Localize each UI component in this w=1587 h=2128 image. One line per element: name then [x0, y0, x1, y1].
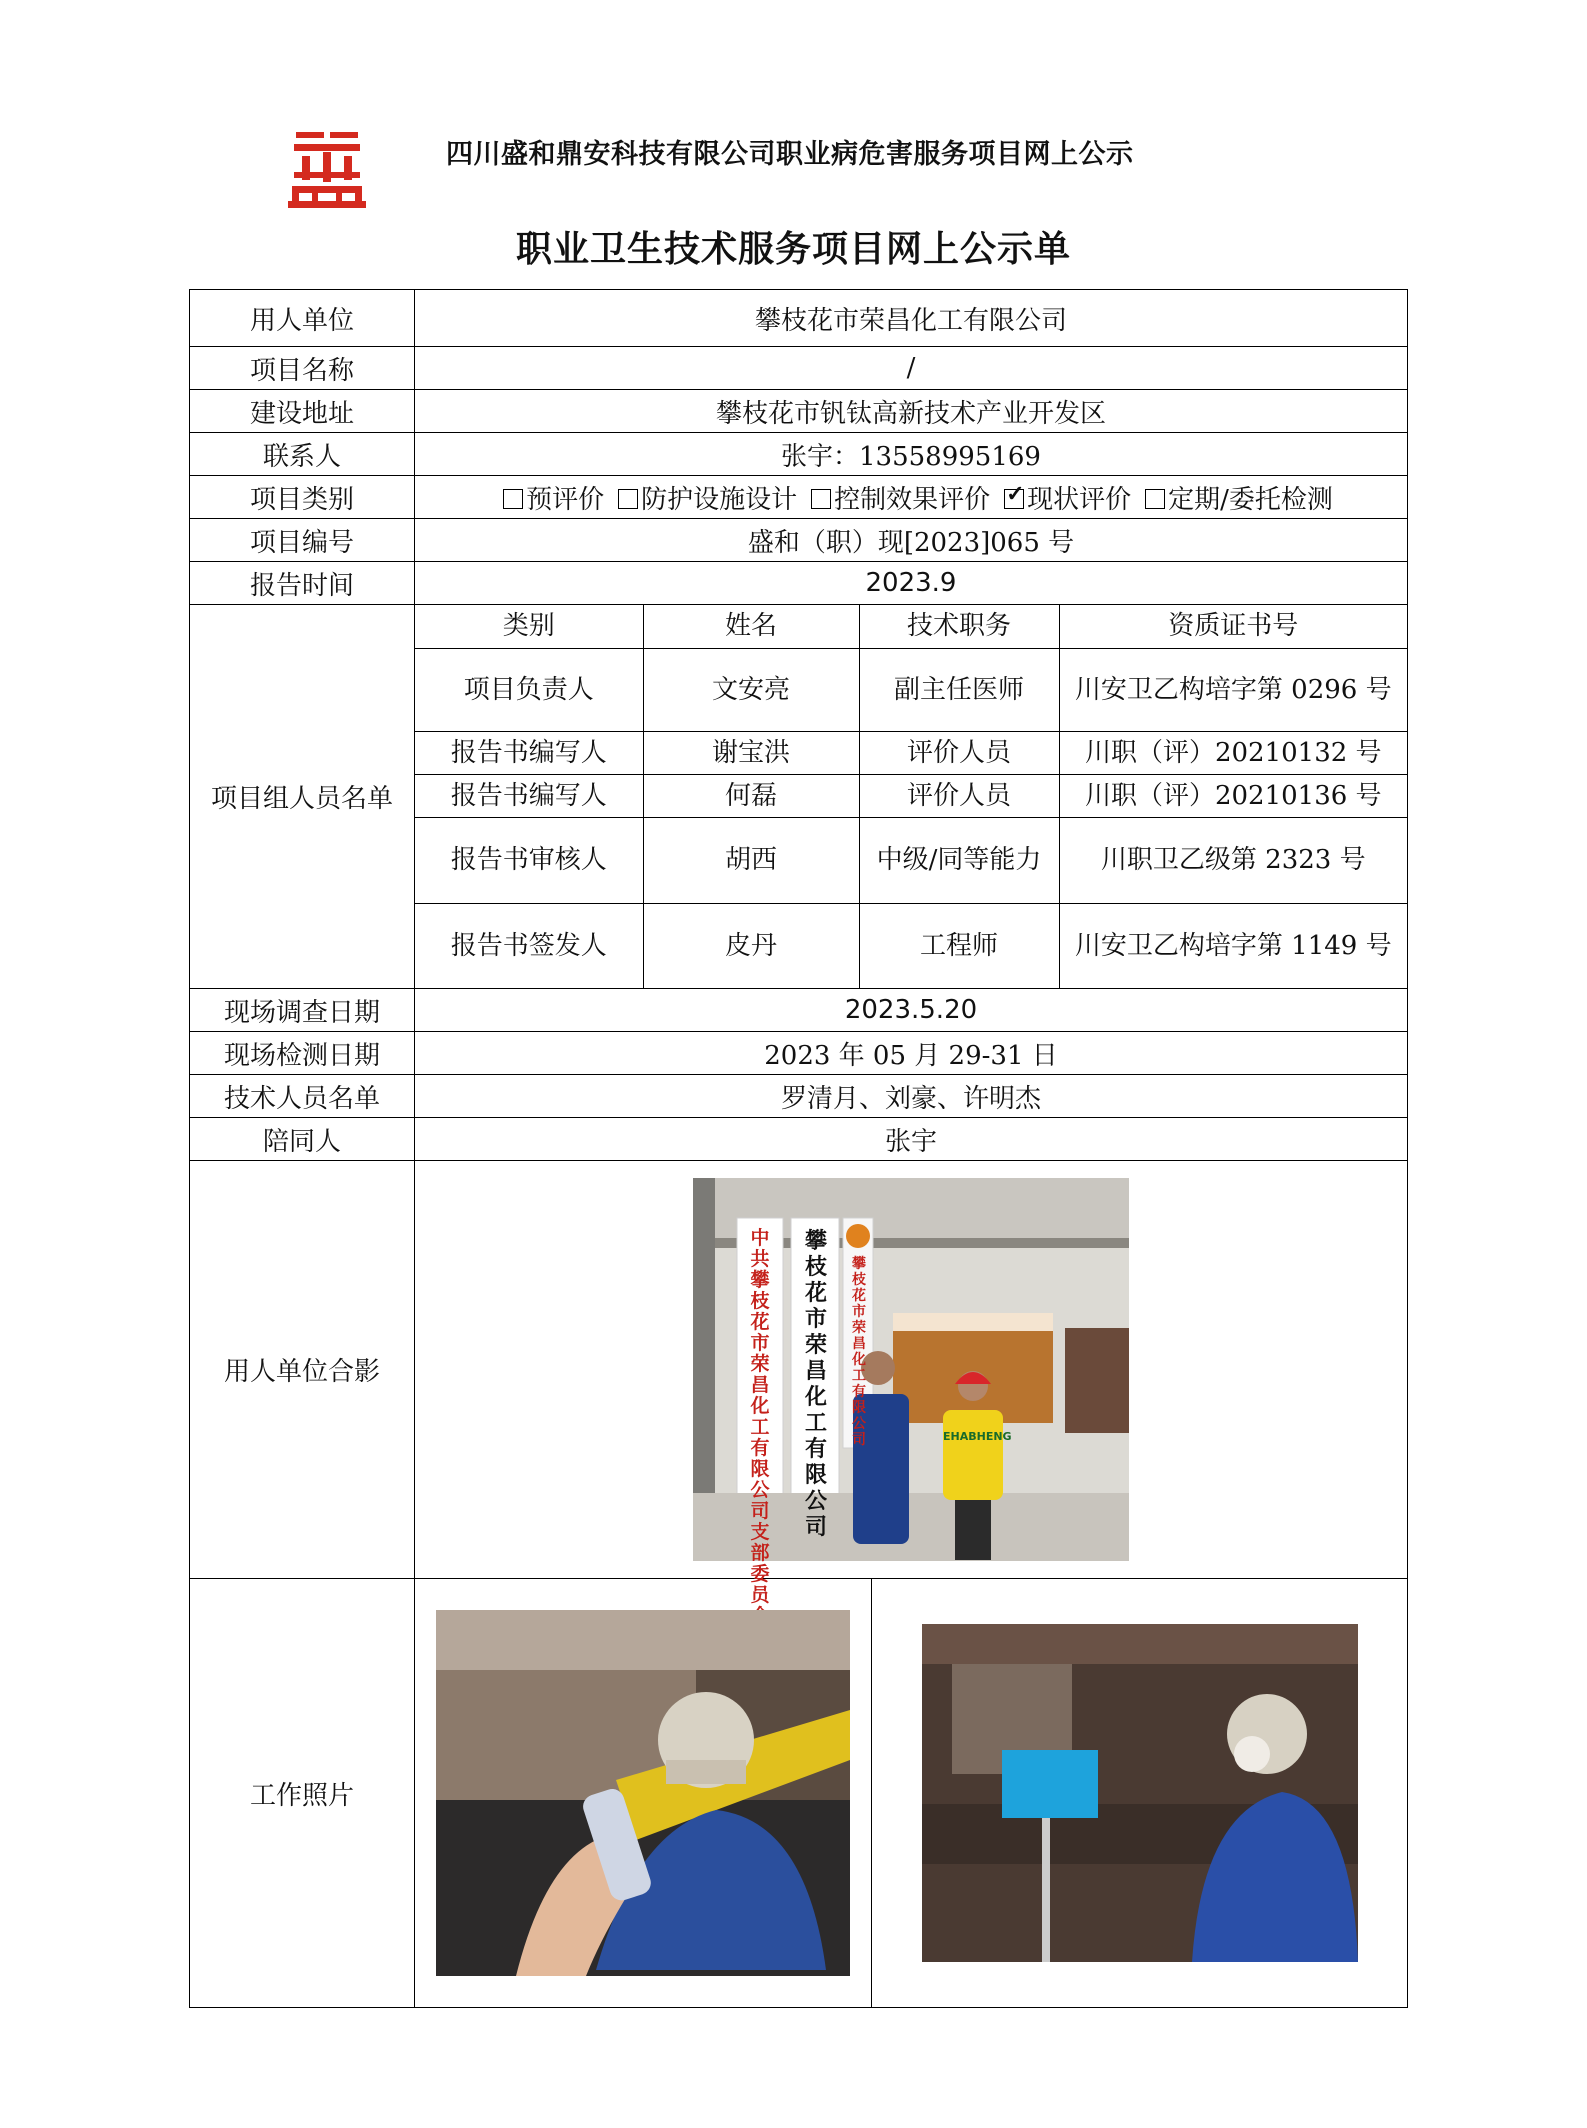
team-title: 副主任医师 [859, 648, 1059, 731]
team-role: 报告书签发人 [415, 903, 643, 988]
team-role: 报告书编写人 [415, 774, 643, 817]
employer-value: 攀枝花市荣昌化工有限公司 [415, 290, 1408, 347]
team-title: 中级/同等能力 [859, 817, 1059, 903]
team-header-title: 技术职务 [859, 605, 1059, 648]
category-option-status: ✓ 现状评价 [990, 485, 1131, 515]
team-header-category: 类别 [415, 605, 643, 648]
employer-label: 用人单位 [190, 290, 415, 347]
team-header-name: 姓名 [643, 605, 859, 648]
checkbox-icon [811, 489, 831, 509]
company-heading: 四川盛和鼎安科技有限公司职业病危害服务项目网上公示 [446, 139, 1134, 170]
tech-staff-value: 罗清月、刘豪、许明杰 [415, 1075, 1408, 1118]
category-option-control: 控制效果评价 [797, 485, 990, 515]
table-row [415, 817, 1407, 903]
company-logo [288, 128, 366, 208]
report-time-label: 报告时间 [190, 562, 415, 605]
group-photo-label: 用人单位合影 [190, 1161, 415, 1579]
team-name: 胡西 [643, 817, 859, 903]
report-time-value: 2023.9 [415, 562, 1408, 605]
work-photo-grid [415, 1579, 1407, 2007]
team-cert: 川职（评）20210132 号 [1059, 731, 1407, 774]
team-role: 项目负责人 [415, 648, 643, 731]
disclosure-table [189, 289, 1408, 2008]
team-name: 何磊 [643, 774, 859, 817]
team-cert: 川安卫乙构培字第 1149 号 [1059, 903, 1407, 988]
team-cell [415, 605, 1408, 989]
checkbox-icon [503, 489, 523, 509]
escort-value: 张宇 [415, 1118, 1408, 1161]
table-row [415, 774, 1407, 817]
document-header [288, 128, 1288, 218]
company-sign: 攀枝花市荣昌化工有限公司 [804, 1228, 827, 1540]
team-header-cert: 资质证书号 [1059, 605, 1407, 648]
project-no-label: 项目编号 [190, 519, 415, 562]
tech-staff-label: 技术人员名单 [190, 1075, 415, 1118]
address-label: 建设地址 [190, 390, 415, 433]
test-date-value: 2023 年 05 月 29-31 日 [415, 1032, 1408, 1075]
team-cert: 川职（评）20210136 号 [1059, 774, 1407, 817]
category-label: 项目类别 [190, 476, 415, 519]
team-title: 评价人员 [859, 774, 1059, 817]
team-role: 报告书编写人 [415, 731, 643, 774]
team-title: 评价人员 [859, 731, 1059, 774]
category-option-periodic: 定期/委托检测 [1131, 485, 1333, 515]
team-title: 工程师 [859, 903, 1059, 988]
team-name: 皮丹 [643, 903, 859, 988]
party-committee-sign: 中共攀枝花市荣昌化工有限公司支部委员 [750, 1227, 770, 1606]
category-option-design: 防护设施设计 [604, 485, 797, 515]
category-options [415, 476, 1408, 519]
group-photo-cell [415, 1161, 1408, 1606]
escort-label: 陪同人 [190, 1118, 415, 1161]
checkbox-icon [1145, 489, 1165, 509]
work-photo-noise [436, 1610, 850, 1976]
project-name-value: / [415, 347, 1408, 390]
team-role: 报告书审核人 [415, 817, 643, 903]
team-table [415, 605, 1407, 988]
table-row [415, 648, 1407, 731]
team-label: 项目组人员名单 [190, 605, 415, 989]
survey-date-value: 2023.5.20 [415, 989, 1408, 1032]
project-name-label: 项目名称 [190, 347, 415, 390]
contact-value: 张宇：13558995169 [415, 433, 1408, 476]
address-value: 攀枝花市钒钛高新技术产业开发区 [415, 390, 1408, 433]
team-cert: 川安卫乙构培字第 0296 号 [1059, 648, 1407, 731]
group-photo [693, 1178, 1129, 1606]
shirt-text: EHABHENG [943, 1430, 1012, 1443]
page-title: 职业卫生技术服务项目网上公示单 [515, 228, 1071, 270]
team-cert: 川职卫乙级第 2323 号 [1059, 817, 1407, 903]
category-option-pre: 预评价 [489, 485, 604, 515]
work-photo-label: 工作照片 [190, 1579, 415, 2008]
table-row [415, 903, 1407, 988]
test-date-label: 现场检测日期 [190, 1032, 415, 1075]
checked-checkbox-icon [1004, 489, 1024, 509]
work-photo-dust [922, 1624, 1358, 1962]
company-sign-small: 攀枝花市荣昌化工有限公司 [852, 1256, 866, 1448]
team-name: 文安亮 [643, 648, 859, 731]
table-row [415, 731, 1407, 774]
work-photo-cell [415, 1579, 1408, 2008]
team-name: 谢宝洪 [643, 731, 859, 774]
checkbox-icon [618, 489, 638, 509]
contact-label: 联系人 [190, 433, 415, 476]
survey-date-label: 现场调查日期 [190, 989, 415, 1032]
project-no-value: 盛和（职）现[2023]065 号 [415, 519, 1408, 562]
